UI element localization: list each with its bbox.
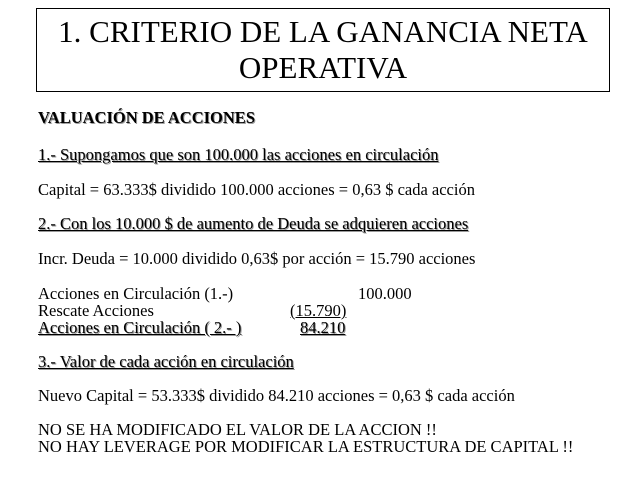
title-line-1: 1. CRITERIO DE LA GANANCIA NETA bbox=[58, 14, 588, 49]
title-box bbox=[36, 8, 610, 92]
table-row-3-label: Acciones en Circulación ( 2.- ) bbox=[38, 318, 242, 337]
conclusion-line-2: NO HAY LEVERAGE POR MODIFICAR LA ESTRUCTURA DE CAPITAL !! bbox=[38, 437, 574, 456]
table-row-2-label: Rescate Acciones bbox=[38, 301, 154, 320]
title-line-2: OPERATIVA bbox=[238, 50, 408, 85]
step-1-label: 1.- Supongamos que son 100.000 las acciones en circulación bbox=[38, 145, 439, 164]
table-row-2-value: (15.790) bbox=[290, 301, 347, 320]
table-row-1-value: 100.000 bbox=[358, 284, 412, 303]
table-row-3-value: 84.210 bbox=[300, 318, 346, 337]
section-heading: VALUACIÓN DE ACCIONES bbox=[38, 108, 255, 127]
step-2-label: 2.- Con los 10.000 $ de aumento de Deuda se adquieren acciones bbox=[38, 214, 469, 233]
step-2-calc: Incr. Deuda = 10.000 dividido 0,63$ por acción = 15.790 acciones bbox=[38, 249, 476, 268]
conclusion-line-1: NO SE HA MODIFICADO EL VALOR DE LA ACCION !! bbox=[38, 420, 437, 439]
table-row-1-label: Acciones en Circulación (1.-) bbox=[38, 284, 234, 303]
step-3-calc: Nuevo Capital = 53.333$ dividido 84.210 acciones = 0,63 $ cada acción bbox=[38, 386, 515, 405]
step-1-calc: Capital = 63.333$ dividido 100.000 acciones = 0,63 $ cada acción bbox=[38, 180, 475, 199]
step-3-label: 3.- Valor de cada acción en circulación bbox=[38, 352, 294, 371]
